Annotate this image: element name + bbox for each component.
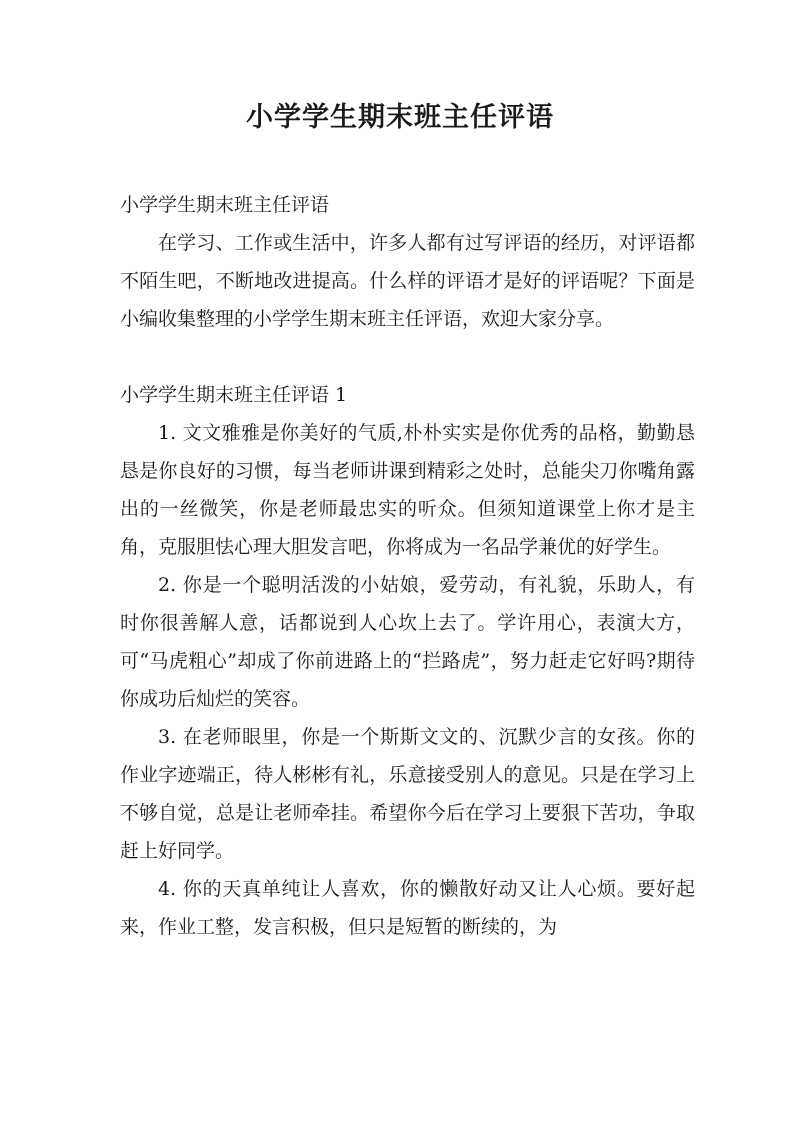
document-body <box>120 186 695 946</box>
comment-item-2: 2. 你是一个聪明活泼的小姑娘，爱劳动，有礼貌，乐助人，有时你很善解人意，话都说到人心坎上去了。学许用心，表演大方，可“马虎粗心”却成了你前进路上的“拦路虎”，努力赶走它好吗?期待你成功后灿烂的笑容。 <box>120 574 695 710</box>
intro-paragraph: 在学习、工作或生活中，许多人都有过写评语的经历，对评语都不陌生吧，不断地改进提高。什么样的评语才是好的评语呢？下面是小编收集整理的小学学生期末班主任评语，欢迎大家分享。 <box>120 232 695 330</box>
document-title: 小学学生期末班主任评语 <box>246 102 554 133</box>
section-heading: 小学学生期末班主任评语 1 <box>120 384 348 406</box>
paragraph-spacer <box>120 338 695 376</box>
comment-item-3: 3. 在老师眼里，你是一个斯斯文文的、沉默少言的女孩。你的作业字迹端正，待人彬彬有礼，乐意接受别人的意见。只是在学习上不够自觉，总是让老师牵挂。希望你今后在学习上要狠下苦功，争取赶上好同学。 <box>120 726 695 862</box>
comment-item-1: 1. 文文雅雅是你美好的气质,朴朴实实是你优秀的品格，勤勤恳恳是你良好的习惯，每当老师讲课到精彩之处时，总能尖刀你嘴角露出的一丝微笑，你是老师最忠实的听众。但须知道课堂上你才是主角，克服胆怯心理大胆发言吧，你将成为一名品学兼优的好学生。 <box>120 422 695 558</box>
comment-item-4: 4. 你的天真单纯让人喜欢，你的懒散好动又让人心烦。要好起来，作业工整，发言积极，但只是短暂的断续的，为 <box>120 878 695 938</box>
document-subtitle: 小学学生期末班主任评语 <box>120 194 330 216</box>
